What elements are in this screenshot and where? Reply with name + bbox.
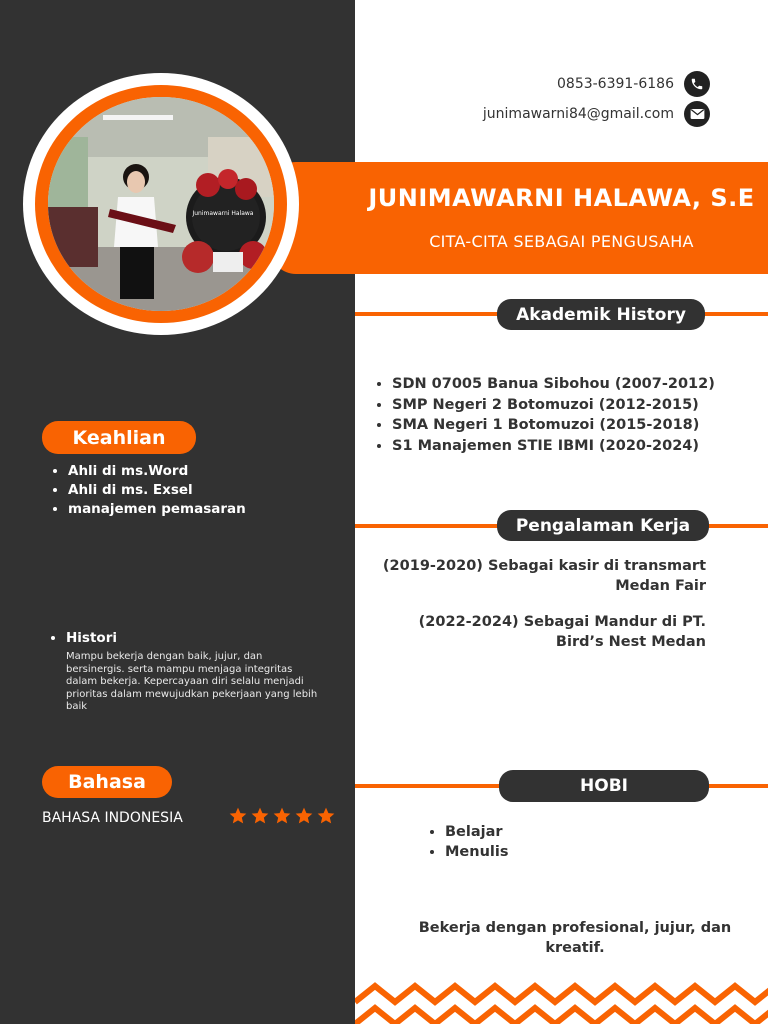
sidebar-connector [270, 274, 355, 314]
profile-photo [48, 97, 274, 311]
name-banner [270, 162, 768, 274]
phone-number: 0853-6391-6186 [557, 76, 674, 92]
histori-section [48, 630, 318, 714]
language-name: BAHASA INDONESIA [42, 810, 183, 826]
list-item: • Ahli di ms.Word [68, 462, 246, 481]
email-address: junimawarni84@gmail.com [482, 106, 674, 122]
list-item: • S1 Manajemen STIE IBMI (2020-2024) [392, 436, 715, 457]
phone-icon [684, 71, 710, 97]
star-icon [316, 806, 336, 826]
experience-item-line: (2022-2024) Sebagai Mandur di PT. [418, 614, 706, 630]
star-icon [250, 806, 270, 826]
list-item: • Menulis [445, 842, 508, 862]
motto-text [410, 918, 740, 958]
academic-list [372, 374, 715, 456]
motto-line: Bekerja dengan profesional, jujur, dan [418, 920, 732, 936]
person-name: JUNIMAWARNI HALAWA, S.E [368, 184, 755, 212]
list-item: • Ahli di ms. Exsel [68, 481, 246, 500]
career-goal: CITA-CITA SEBAGAI PENGUSAHA [429, 232, 694, 251]
list-item: • SMA Negeri 1 Botomuzoi (2015-2018) [392, 415, 715, 436]
hobby-heading: HOBI [499, 770, 709, 802]
star-icon [272, 806, 292, 826]
skills-heading: Keahlian [42, 421, 196, 454]
contact-email-row [483, 101, 710, 127]
language-heading: Bahasa [42, 766, 172, 798]
photo-banner-text: Junimawarni Halawa [192, 210, 254, 217]
experience-item-line: (2019-2020) Sebagai kasir di transmart [382, 558, 706, 574]
list-item: • SMP Negeri 2 Botomuzoi (2012-2015) [392, 395, 715, 416]
language-rating [228, 806, 336, 826]
list-item: • manajemen pemasaran [68, 500, 246, 519]
zigzag-decoration [355, 980, 768, 1024]
profile-photo-illustration [48, 97, 274, 311]
experience-item [376, 556, 706, 596]
skills-list [48, 462, 246, 519]
experience-item-line: Medan Fair [615, 578, 706, 594]
experience-item [376, 612, 706, 652]
star-icon [294, 806, 314, 826]
academic-heading: Akademik History [497, 299, 705, 330]
histori-heading: • Histori [66, 630, 318, 646]
list-item: • Belajar [445, 822, 508, 842]
hobby-list [425, 822, 508, 862]
motto-line: kreatif. [545, 940, 605, 956]
email-icon [684, 101, 710, 127]
histori-text: Mampu bekerja dengan baik, jujur, dan bersinergis. serta mampu menjaga integritas dalam bekerja. Kepercayaan diri selalu menjadi prioritas dalam mewujudkan pekerjaan yang lebih baik [66, 651, 318, 712]
experience-heading: Pengalaman Kerja [497, 510, 709, 541]
star-icon [228, 806, 248, 826]
list-item: • SDN 07005 Banua Sibohou (2007-2012) [392, 374, 715, 395]
contact-phone-row [557, 71, 710, 97]
experience-item-line: Bird’s Nest Medan [555, 634, 706, 650]
